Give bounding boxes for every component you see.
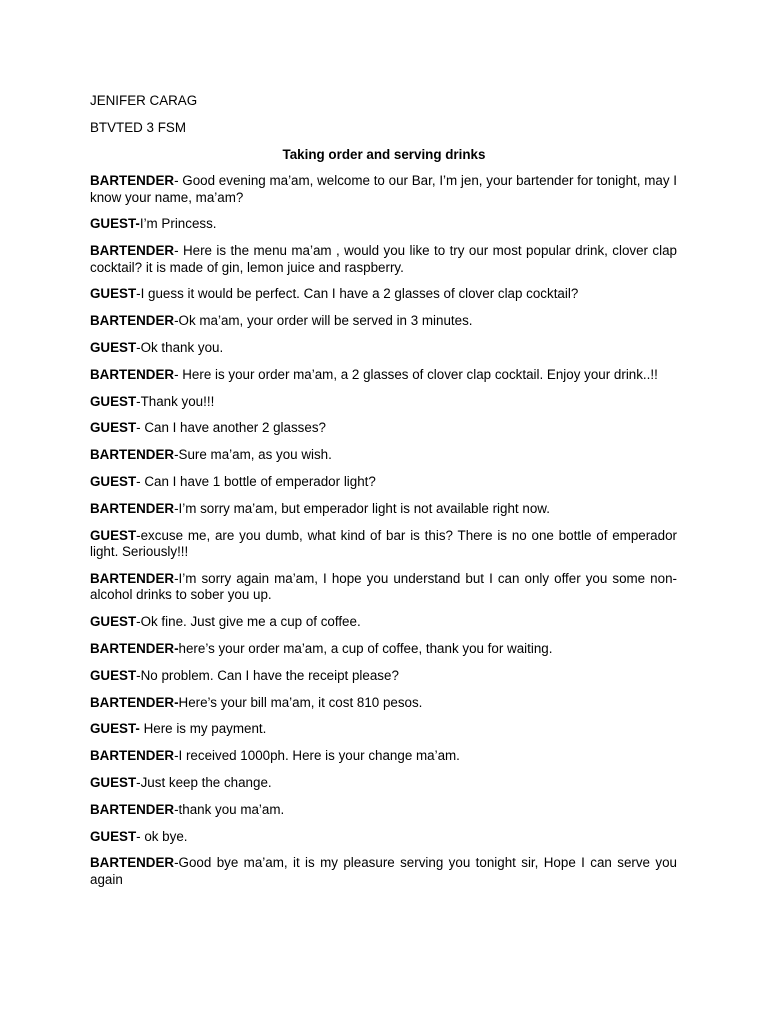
dialogue-line: [90, 695, 677, 712]
speaker-label: GUEST: [90, 339, 137, 355]
dialogue-line: [90, 367, 677, 384]
speaker-label: BARTENDER: [90, 313, 175, 329]
speaker-label: BARTENDER-: [90, 694, 179, 710]
line-text: -I’m sorry again ma’am, I hope you understand but I can only offer you some non-alcohol drinks to sober you up.: [90, 570, 677, 603]
speaker-label: GUEST: [90, 393, 137, 409]
author-name: JENIFER CARAG: [90, 93, 198, 108]
speaker-label: BARTENDER: [90, 570, 175, 586]
dialogue-line: [90, 748, 677, 765]
line-text: -No problem. Can I have the receipt please?: [136, 667, 399, 683]
dialogue-line: [90, 528, 677, 561]
speaker-label: BARTENDER: [90, 855, 175, 871]
dialogue-line: [90, 420, 677, 437]
speaker-label: BARTENDER-: [90, 640, 179, 656]
line-text: -Sure ma’am, as you wish.: [174, 447, 332, 463]
dialogue-line: [90, 216, 677, 233]
dialogue-line: [90, 286, 677, 303]
line-text: -Just keep the change.: [136, 774, 272, 790]
line-text: -Ok fine. Just give me a cup of coffee.: [136, 614, 361, 630]
line-text: -I guess it would be perfect. Can I have a 2 glasses of clover clap cocktail?: [136, 286, 579, 302]
dialogue-line: [90, 474, 677, 491]
dialogue-line: [90, 313, 677, 330]
speaker-label: GUEST: [90, 828, 137, 844]
speaker-label: BARTENDER: [90, 173, 175, 188]
dialogue-line: [90, 802, 677, 819]
line-text: - Can I have 1 bottle of emperador light?: [136, 473, 376, 489]
line-text: - Good evening ma’am, welcome to our Bar, I’m jen, your bartender for tonight, may I know your name, ma’am?: [90, 173, 677, 205]
dialogue-line: [90, 173, 677, 206]
speaker-label: BARTENDER: [90, 243, 175, 259]
line-text: - Here is the menu ma’am , would you like to try our most popular drink, clover clap cocktail? it is made of gin, lemon juice and raspberry.: [90, 243, 677, 275]
line-text: - ok bye.: [136, 828, 188, 844]
dialogue-line: [90, 829, 677, 846]
dialogue-line: [90, 641, 677, 658]
line-text: Here is my payment.: [139, 721, 267, 737]
course-code: BTVTED 3 FSM: [90, 120, 186, 135]
speaker-label: GUEST: [90, 286, 137, 302]
speaker-label: GUEST-: [90, 216, 140, 232]
speaker-label: GUEST: [90, 614, 137, 630]
dialogue-line: [90, 447, 677, 464]
dialogue-line: [90, 340, 677, 357]
dialogue: [90, 173, 677, 899]
line-text: - Here is your order ma’am, a 2 glasses of clover clap cocktail. Enjoy your drink..!!: [174, 366, 658, 382]
dialogue-line: [90, 721, 677, 738]
line-text: - Can I have another 2 glasses?: [136, 420, 326, 436]
line-text: Here’s your bill ma’am, it cost 810 pesos.: [178, 694, 423, 710]
speaker-label: BARTENDER: [90, 748, 175, 764]
dialogue-line: [90, 855, 677, 888]
line-text: -Ok ma’am, your order will be served in 3 minutes.: [174, 313, 473, 329]
speaker-label: GUEST: [90, 473, 137, 489]
line-text: -thank you ma’am.: [174, 801, 285, 817]
line-text: -excuse me, are you dumb, what kind of bar is this? There is no one bottle of emperador light. Seriously!!!: [90, 527, 677, 560]
dialogue-line: [90, 668, 677, 685]
dialogue-line: [90, 775, 677, 792]
line-text: I’m Princess.: [139, 216, 217, 232]
speaker-label: GUEST-: [90, 721, 140, 737]
dialogue-line: [90, 614, 677, 631]
line-text: -I’m sorry ma’am, but emperador light is not available right now.: [174, 500, 550, 516]
line-text: here’s your order ma’am, a cup of coffee, thank you for waiting.: [178, 640, 553, 656]
speaker-label: BARTENDER: [90, 801, 175, 817]
line-text: -I received 1000ph. Here is your change ma’am.: [174, 748, 460, 764]
speaker-label: BARTENDER: [90, 366, 175, 382]
speaker-label: GUEST: [90, 420, 137, 436]
speaker-label: BARTENDER: [90, 447, 175, 463]
line-text: -Ok thank you.: [136, 339, 224, 355]
dialogue-line: [90, 394, 677, 411]
line-text: -Thank you!!!: [136, 393, 215, 409]
speaker-label: GUEST: [90, 774, 137, 790]
speaker-label: GUEST: [90, 527, 137, 543]
dialogue-line: [90, 243, 677, 276]
speaker-label: BARTENDER: [90, 500, 175, 516]
document-title: Taking order and serving drinks: [282, 147, 486, 162]
dialogue-line: [90, 571, 677, 604]
speaker-label: GUEST: [90, 667, 137, 683]
line-text: -Good bye ma’am, it is my pleasure serving you tonight sir, Hope I can serve you again: [90, 855, 677, 887]
dialogue-line: [90, 501, 677, 518]
